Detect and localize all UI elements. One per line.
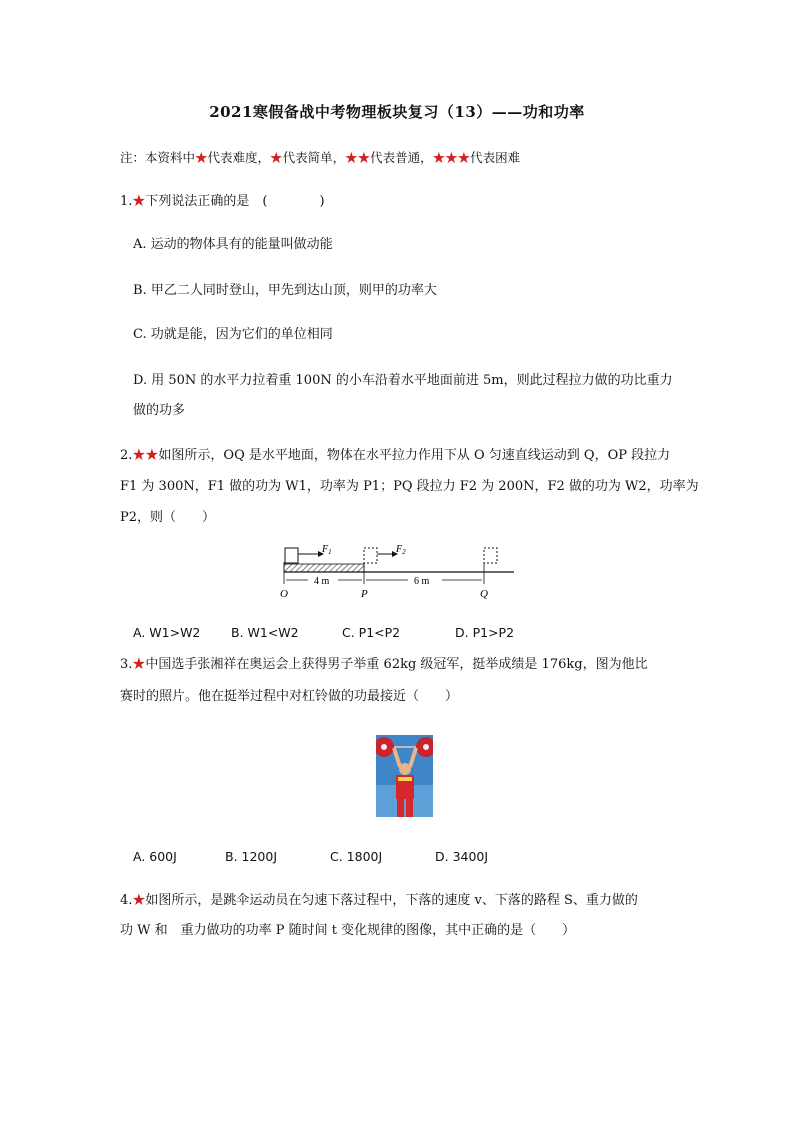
force-diagram [276, 540, 516, 600]
question-4-line-2: 功 W 和 重力做功的功率 P 随时间 t 变化规律的图像，其中正确的是（ ） [120, 923, 576, 938]
question-2-option-d: D. P1>P2 [455, 625, 515, 640]
point-p-label: P [361, 588, 368, 600]
question-2-option-a: A. W1>W2 [133, 625, 201, 640]
page-title: 2021寒假备战中考物理板块复习（13）——功和功率 [209, 103, 585, 121]
question-2-stem: 2.★★如图所示，OQ 是水平地面，物体在水平拉力作用下从 O 匀速直线运动到 Q，OP 段拉力 [120, 448, 671, 463]
star-icon: ★★ [345, 150, 371, 165]
question-2-line-3: P2，则（ ） [120, 510, 216, 525]
question-1-option-b: B. 甲乙二人同时登山，甲先到达山顶，则甲的功率大 [133, 283, 437, 298]
point-o-label: O [280, 588, 288, 600]
question-1-option-c: C. 功就是能，因为它们的单位相同 [133, 327, 333, 342]
block-at-q [484, 548, 497, 563]
weightlifter-photo [376, 735, 433, 817]
question-3-option-c: C. 1800J [330, 849, 383, 864]
distance-op: 4 m [314, 576, 330, 587]
question-1-option-a: A. 运动的物体具有的能量叫做动能 [133, 237, 333, 252]
star-icon: ★ [132, 194, 146, 209]
question-3-option-a: A. 600J [133, 849, 177, 864]
question-3-option-d: D. 3400J [435, 849, 489, 864]
question-3-line-2: 赛时的照片。他在挺举过程中对杠铃做的功最接近（ ） [120, 689, 459, 704]
star-icon: ★ [132, 893, 146, 908]
question-1-option-d: D. 用 50N 的水平力拉着重 100N 的小车沿着水平地面前进 5m，则此过程拉力做的功比重力 [133, 373, 673, 388]
question-2-option-c: C. P1<P2 [342, 625, 401, 640]
rough-surface [284, 564, 364, 572]
question-2-option-b: B. W1<W2 [231, 625, 299, 640]
star-icon: ★★ [132, 448, 159, 463]
star-icon: ★ [195, 150, 208, 165]
distance-pq: 6 m [414, 576, 430, 587]
block-at-o [285, 548, 298, 563]
difficulty-note: 注：本资料中★代表难度，★代表简单，★★代表普通，★★★代表困难 [120, 150, 521, 165]
point-q-label: Q [480, 588, 488, 600]
question-3-option-b: B. 1200J [225, 849, 278, 864]
block-at-p [364, 548, 377, 563]
star-icon: ★★★ [432, 150, 471, 165]
question-1-stem: 1.★下列说法正确的是 ( ) [120, 194, 325, 209]
question-2-line-2: F1 为 300N，F1 做的功为 W1，功率为 P1；PQ 段拉力 F2 为 200N，F2 做的功为 W2，功率为 [120, 479, 699, 494]
question-3-stem: 3.★中国选手张湘祥在奥运会上获得男子举重 62kg 级冠军，挺举成绩是 176kg，图为他比 [120, 657, 648, 672]
star-icon: ★ [270, 150, 283, 165]
star-icon: ★ [132, 657, 146, 672]
f1-label: $F_1$ [322, 544, 332, 556]
question-1-option-d-cont: 做的功多 [133, 403, 186, 418]
f2-label: $F_2$ [396, 544, 406, 556]
question-4-stem: 4.★如图所示，是跳伞运动员在匀速下落过程中，下落的速度 v、下落的路程 S、重力做的 [120, 893, 638, 908]
